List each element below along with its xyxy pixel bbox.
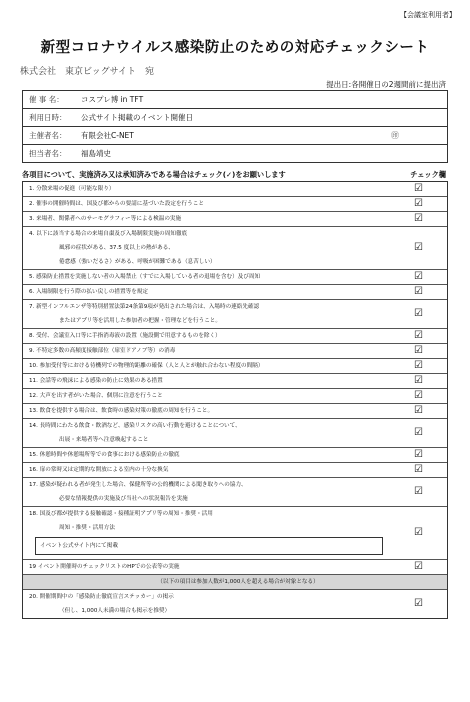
item-text-line: 倦怠感（強いだるさ）がある、呼吸が困難である（息苦しい） — [59, 259, 216, 265]
checkbox-checked-icon[interactable]: ☑ — [414, 330, 423, 341]
checklist-item — [23, 478, 447, 507]
item-text — [23, 419, 447, 447]
seal-mark: ㊞ — [391, 131, 399, 140]
checklist-item — [23, 329, 447, 344]
item-text — [23, 182, 447, 196]
item-text — [23, 448, 447, 462]
item-text — [23, 270, 447, 284]
item-text — [23, 463, 447, 477]
checklist-item — [23, 463, 447, 478]
checkbox-checked-icon[interactable]: ☑ — [414, 527, 423, 538]
addressee: 株式会社 東京ビッグサイト 宛 — [20, 67, 155, 77]
info-label: 担当者名： — [29, 149, 67, 158]
checkbox-checked-icon[interactable]: ☑ — [414, 449, 423, 460]
checklist-item — [23, 374, 447, 389]
checklist-item — [23, 285, 447, 300]
item-text — [23, 285, 447, 299]
checkbox-checked-icon[interactable]: ☑ — [414, 561, 423, 572]
item-text-line: 9. 不特定多数の高頻度接触部位（扉室ドアノブ等）の消毒 — [29, 348, 176, 354]
checkbox-checked-icon[interactable]: ☑ — [414, 464, 423, 475]
item-text — [23, 575, 447, 589]
document-title: 新型コロナウイルス感染防止のための対応チェックシート — [40, 40, 430, 56]
checkbox-checked-icon[interactable]: ☑ — [414, 486, 423, 497]
method-answer-box: イベント公式サイト内にて掲載 — [35, 537, 383, 555]
checklist-item — [23, 507, 447, 560]
item-text-line: 12. 大声を出す者がいた場合、個別に注意を行うこと — [29, 393, 163, 399]
checklist-item — [23, 389, 447, 404]
item-text — [23, 590, 447, 618]
item-text-line: またはアプリ等を活用した参加者の把握・管理などを行うこと。 — [59, 318, 221, 324]
item-text — [23, 507, 447, 535]
item-text-line: 14. 長時間にわたる飲食・飲酒など、感染リスクの高い行動を避けることについて、 — [29, 423, 241, 429]
checklist-item — [23, 560, 447, 575]
item-text — [23, 344, 447, 358]
checklist-item — [23, 300, 447, 329]
checklist-item — [23, 182, 447, 197]
info-label: 主催者名： — [29, 131, 67, 140]
user-type-tag: 【会議室利用者】 — [400, 11, 456, 19]
checkbox-checked-icon[interactable]: ☑ — [414, 405, 423, 416]
item-text-line: 15. 休憩時間や休憩場所等での食事における感染防止の徹底 — [29, 452, 180, 458]
info-value: コスプレ博 in TFT — [81, 95, 144, 104]
item-text — [23, 478, 447, 506]
checkbox-checked-icon[interactable]: ☑ — [414, 360, 423, 371]
checklist-note-row — [23, 575, 447, 590]
item-text-line: 8. 受付、会議室入口等に手指消毒液の設置（施設側で用意するものを除く） — [29, 333, 221, 339]
checkbox-checked-icon[interactable]: ☑ — [414, 427, 423, 438]
info-label: 催 事 名： — [29, 95, 64, 104]
checklist-item — [23, 590, 447, 618]
item-text-line: 13. 飲食を提供する場合は、飲食時の感染対策の徹底の周知を行うこと。 — [29, 408, 214, 414]
item-text — [23, 560, 447, 574]
checklist-item — [23, 448, 447, 463]
info-row-organizer — [23, 127, 447, 145]
info-value: 公式サイト掲載のイベント開催日 — [81, 113, 193, 122]
checklist-table — [22, 181, 448, 619]
checkbox-checked-icon[interactable]: ☑ — [414, 183, 423, 194]
item-text-line: 周知・推奨・活用方法 — [59, 525, 115, 531]
checklist-item — [23, 227, 447, 270]
item-text-line: （以下の項目は参加人数が1,000人を超える場合が対象となる） — [157, 579, 319, 585]
checklist-item — [23, 270, 447, 285]
item-text — [23, 227, 447, 269]
item-text-line: 11. 会話等の飛沫による感染の防止に効果のある措置 — [29, 378, 163, 384]
checkbox-checked-icon[interactable]: ☑ — [414, 242, 423, 253]
item-text-line: 1. 分散来場の促進（可能な限り） — [29, 186, 115, 192]
info-row-event — [23, 91, 447, 109]
info-label: 利用日時： — [29, 113, 67, 122]
checkbox-checked-icon[interactable]: ☑ — [414, 271, 423, 282]
checkbox-checked-icon[interactable]: ☑ — [414, 598, 423, 609]
item-text-line: 20. 開催期間中の「感染防止徹底宣言ステッカー」の掲示 — [29, 594, 174, 600]
checkbox-checked-icon[interactable]: ☑ — [414, 375, 423, 386]
item-text-line: 4. 以下に該当する場合の来場自粛及び入場制限実施の周知徹底 — [29, 231, 188, 237]
checkbox-checked-icon[interactable]: ☑ — [414, 390, 423, 401]
info-row-contact — [23, 145, 447, 162]
checkbox-checked-icon[interactable]: ☑ — [414, 308, 423, 319]
item-text — [23, 197, 447, 211]
info-value: 有限会社C-NET — [81, 131, 134, 140]
item-text — [23, 389, 447, 403]
info-value: 福島靖史 — [81, 149, 111, 158]
checklist-item — [23, 404, 447, 419]
item-text-line: 19 イベント開催時のチェックリストのHPでの公表等の実施 — [29, 564, 180, 570]
item-text — [23, 212, 447, 226]
item-text-line: 17. 感染が疑われる者が発生した場合、保健所等の公的機関による聞き取りへの協力、 — [29, 482, 247, 488]
checkbox-checked-icon[interactable]: ☑ — [414, 345, 423, 356]
checklist-item — [23, 344, 447, 359]
item-text-line: （但し、1,000人未満の場合も掲示を推奨） — [59, 608, 171, 614]
item-text-line: 10. 参加受付等における待機列での物理的距離の確保（人と人とが触れ合わない程度の間隔） — [29, 363, 264, 369]
check-column-header: チェック欄 — [410, 170, 446, 179]
info-row-datetime — [23, 109, 447, 127]
checklist-item — [23, 212, 447, 227]
item-text-line: 風邪の症状がある、37.5 度以上の熱がある、 — [59, 245, 174, 251]
item-text — [23, 329, 447, 343]
checkbox-checked-icon[interactable]: ☑ — [414, 198, 423, 209]
checklist-item — [23, 359, 447, 374]
checkbox-checked-icon[interactable]: ☑ — [414, 213, 423, 224]
item-text-line: 必要な情報提供の実施及び当社への状況報告を実施 — [59, 496, 188, 502]
item-text-line: 2. 催事の開催時間は、国及び都からの要請に基づいた設定を行うこと — [29, 201, 204, 207]
item-text-line: 出展・来場者等へ注意喚起すること — [59, 437, 149, 443]
checklist-item — [23, 419, 447, 448]
item-text — [23, 359, 447, 373]
item-text-line: 5. 感染防止措置を実施しない者の入場禁止（すでに入場している者の退場を含む）及び周知 — [29, 274, 261, 280]
instruction-header — [22, 170, 446, 180]
item-text-line: 7. 新型インフルエンザ等特別措置法第24条第9項が発出された場合は、入場時の連絡先確認 — [29, 304, 260, 310]
event-info-table — [22, 90, 448, 163]
item-text-line: 18. 国及び都が提供する接触確認・接種証明アプリ等の周知・推奨・活用 — [29, 511, 213, 517]
item-text-line: 3. 来場者、関係者へのサーモグラフィー等による検温の実施 — [29, 216, 182, 222]
item-text-line: 6. 入場制限を行う際の払い戻しの措置等を規定 — [29, 289, 148, 295]
item-text — [23, 300, 447, 328]
item-text — [23, 404, 447, 418]
submission-deadline: 提出日:各開催日の2週間前に提出済 — [326, 80, 446, 89]
instruction-text: 各項目について、実施済み又は承知済みである場合はチェック(✓)をお願いします — [22, 170, 286, 179]
checklist-item — [23, 197, 447, 212]
checkbox-checked-icon[interactable]: ☑ — [414, 286, 423, 297]
item-text-line: 16. 扉の常時又は定期的な開放による室内の十分な換気 — [29, 467, 169, 473]
item-text — [23, 374, 447, 388]
